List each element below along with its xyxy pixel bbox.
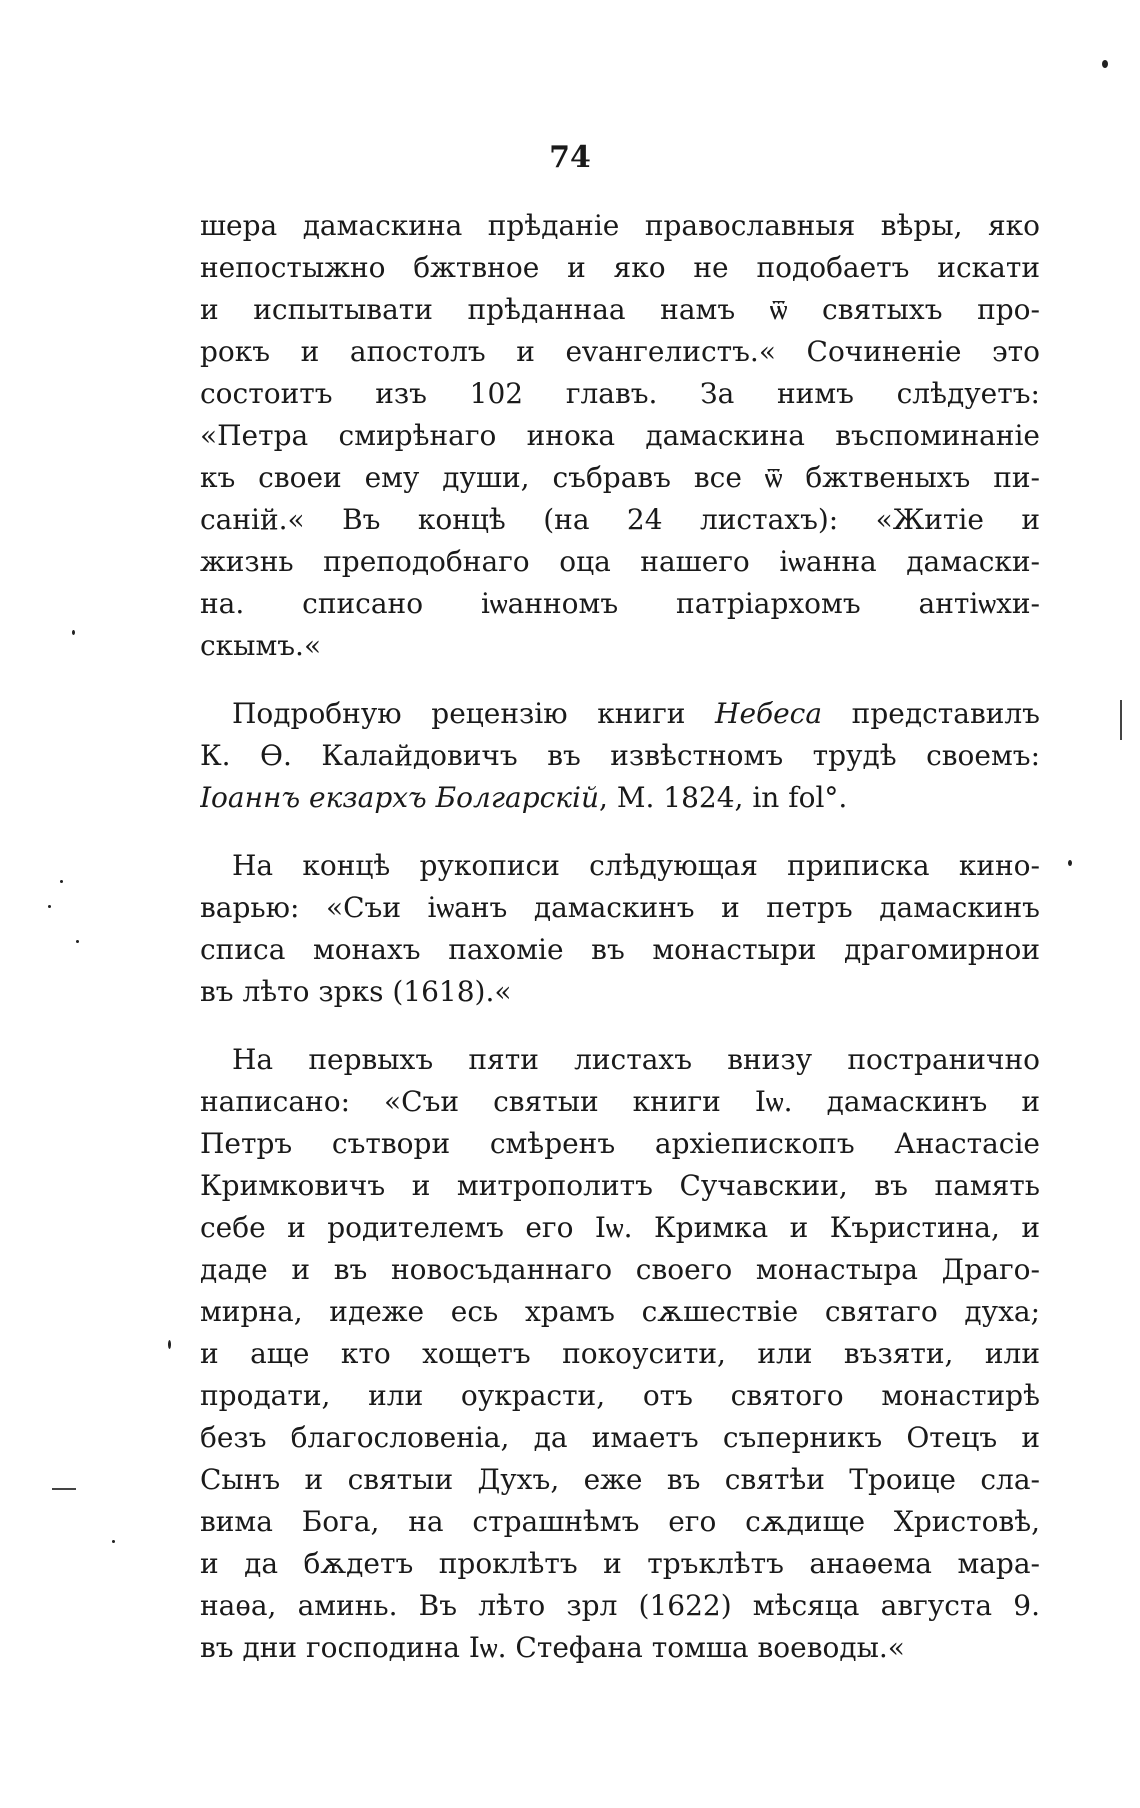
text-line: и да бѫдетъ проклѣтъ и тръклѣтъ анаѳема мара-	[200, 1547, 1040, 1580]
text-line: наѳа, аминь. Въ лѣто зрл (1622) мѣсяца августа 9.	[200, 1589, 1040, 1622]
text-line: себе и родителемъ его Іѡ. Кримка и Къристина, и	[200, 1211, 1040, 1244]
text-line: вима Бога, на страшнѣмъ его сѫдище Христовѣ,	[200, 1505, 1040, 1538]
text-line: К. Ѳ. Калайдовичъ въ извѣстномъ трудѣ своемъ:	[200, 739, 1040, 772]
text-line: саній.« Въ концѣ (на 24 листахъ): «Житіе и	[200, 503, 1040, 536]
paragraph-4	[200, 1039, 1040, 1669]
text-line: рокъ и апостолъ и еvангелистъ.« Сочиненіе это	[200, 335, 1040, 368]
scan-speck	[48, 905, 51, 908]
text-line: къ своеи ему души, събравъ все ѿ бжтвеныхъ пи-	[200, 461, 1040, 494]
page-number: 74	[549, 140, 591, 175]
text-line: списа монахъ пахоміе въ монастыри драгомирнои	[200, 933, 1040, 966]
text-line: состоитъ изъ 102 главъ. За нимъ слѣдуетъ:	[200, 377, 1040, 410]
scan-speck	[76, 940, 79, 943]
scan-mark	[52, 1488, 76, 1490]
text-line: въ лѣто зркѕ (1618).«	[200, 975, 512, 1008]
italic-phrase: Небеса	[715, 697, 823, 730]
text-line: мирна, идеже есь храмъ сѫшествіе святаго духа;	[200, 1295, 1040, 1328]
scan-speck	[1102, 60, 1108, 68]
text-line: и аще кто хощетъ покоусити, или възяти, или	[200, 1337, 1040, 1370]
text-line: варью: «Съи іѡанъ дамаскинъ и петръ дамаскинъ	[200, 891, 1040, 924]
text-line: На первыхъ пяти листахъ внизу постранично	[232, 1043, 1040, 1076]
italic-phrase: Іоаннъ екзархъ Болгарскій	[200, 781, 600, 814]
text-line: шера дамаскина прѣданіе православныя вѣры, яко	[200, 209, 1040, 242]
text-line: «Петра смирѣнаго инока дамаскина въспоминаніе	[200, 419, 1040, 452]
text-line: написано: «Съи святыи книги Іѡ. дамаскинъ и	[200, 1085, 1040, 1118]
scan-speck	[112, 1540, 115, 1543]
scan-speck	[72, 630, 75, 635]
scan-mark	[1120, 700, 1122, 740]
text-line: Подробную рецензію книги Небеса представилъ	[232, 697, 1040, 730]
scan-speck	[168, 1340, 171, 1349]
text-line: Іоаннъ екзархъ Болгарскій, М. 1824, in fol°.	[200, 781, 848, 814]
text-line: продати, или оукрасти, отъ святого монастирѣ	[200, 1379, 1040, 1412]
paragraph-2	[200, 693, 1040, 819]
text-line: даде и въ новосъданнаго своего монастыра Драго-	[200, 1253, 1040, 1286]
text-line: На концѣ рукописи слѣдующая приписка кино-	[232, 849, 1040, 882]
text-line: Петръ сътвори смѣренъ архіепископъ Анастасіе	[200, 1127, 1040, 1160]
text-line: и испытывати прѣданнаа намъ ѿ святыхъ про-	[200, 293, 1040, 326]
text-line: въ дни господина Іѡ. Стефана томша воеводы.«	[200, 1631, 905, 1664]
text-line: непостыжно бжтвное и яко не подобаетъ искати	[200, 251, 1040, 284]
text-line: скымъ.«	[200, 629, 322, 662]
paragraph-3	[200, 845, 1040, 1013]
text-line: жизнь преподобнаго оца нашего іѡанна дамаски-	[200, 545, 1040, 578]
text-line: Сынъ и святыи Духъ, еже въ святѣи Троице сла-	[200, 1463, 1040, 1496]
scan-speck	[60, 880, 63, 883]
body-text	[200, 205, 1040, 1669]
text-line: Кримковичъ и митрополитъ Сучавскии, въ память	[200, 1169, 1040, 1202]
text-line: на. списано іѡанномъ патріархомъ антіѡхи-	[200, 587, 1040, 620]
text-line: безъ благословеніа, да имаетъ съперникъ Отецъ и	[200, 1421, 1040, 1454]
scan-speck	[1068, 860, 1072, 866]
paragraph-1	[200, 205, 1040, 667]
